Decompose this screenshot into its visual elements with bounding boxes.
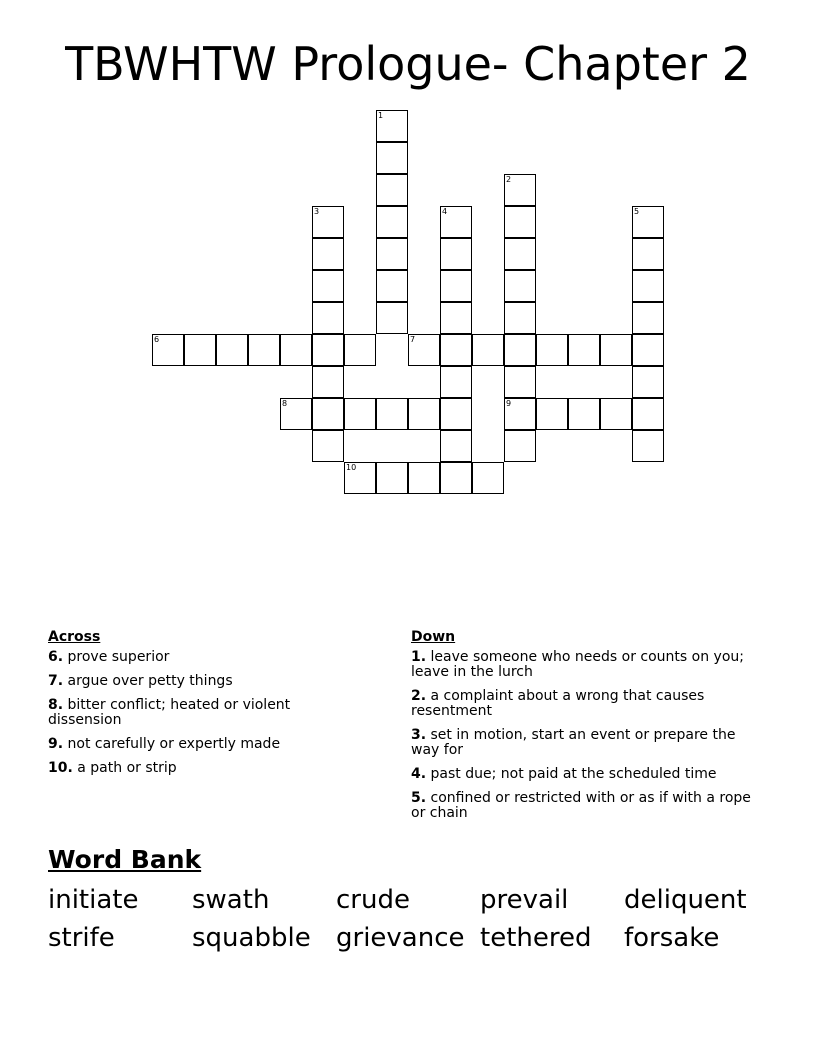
crossword-cell[interactable] <box>376 462 408 494</box>
crossword-cell[interactable] <box>504 334 536 366</box>
clue-number-label: 10 <box>346 463 357 472</box>
crossword-cell[interactable] <box>504 206 536 238</box>
clue-text: argue over petty things <box>67 673 233 689</box>
crossword-cell[interactable] <box>440 366 472 398</box>
crossword-cell[interactable] <box>216 334 248 366</box>
crossword-cell[interactable] <box>632 366 664 398</box>
crossword-cell[interactable] <box>440 462 472 494</box>
down-clue <box>411 689 761 719</box>
word-bank-word: swath <box>192 885 270 915</box>
crossword-cell[interactable] <box>376 174 408 206</box>
crossword-cell[interactable] <box>440 302 472 334</box>
crossword-cell[interactable] <box>504 302 536 334</box>
crossword-cell[interactable] <box>408 462 440 494</box>
clue-number-label: 6 <box>154 335 160 344</box>
crossword-cell[interactable] <box>632 398 664 430</box>
clue-text: leave someone who needs or counts on you; leave in the lurch <box>411 649 744 680</box>
clue-text: a complaint about a wrong that causes resentment <box>411 688 705 719</box>
crossword-cell[interactable] <box>376 142 408 174</box>
across-clue <box>48 650 368 665</box>
crossword-cell[interactable] <box>280 334 312 366</box>
crossword-cell[interactable] <box>600 334 632 366</box>
crossword-cell[interactable] <box>536 334 568 366</box>
crossword-cell[interactable] <box>504 430 536 462</box>
down-clue <box>411 728 761 758</box>
across-clues <box>48 630 368 785</box>
page-title: TBWHTW Prologue- Chapter 2 <box>65 37 751 91</box>
crossword-cell[interactable] <box>472 462 504 494</box>
word-bank-word: tethered <box>480 923 592 953</box>
crossword-cell[interactable] <box>408 398 440 430</box>
clue-number: 8. <box>48 697 64 713</box>
clue-number: 2. <box>411 688 427 704</box>
word-bank-heading: Word Bank <box>48 845 202 874</box>
crossword-cell[interactable] <box>440 270 472 302</box>
across-clue <box>48 698 368 728</box>
down-clue <box>411 791 761 821</box>
clue-number: 10. <box>48 760 73 776</box>
clue-number-label: 8 <box>282 399 288 408</box>
crossword-cell[interactable] <box>440 206 472 238</box>
crossword-cell[interactable] <box>632 206 664 238</box>
crossword-cell[interactable] <box>152 334 184 366</box>
down-heading: Down <box>411 629 456 645</box>
clue-text: prove superior <box>67 649 170 665</box>
crossword-cell[interactable] <box>632 334 664 366</box>
crossword-cell[interactable] <box>408 334 440 366</box>
clue-number-label: 1 <box>378 111 384 120</box>
crossword-cell[interactable] <box>536 398 568 430</box>
crossword-cell[interactable] <box>504 366 536 398</box>
crossword-cell[interactable] <box>376 110 408 142</box>
crossword-cell[interactable] <box>248 334 280 366</box>
clue-number: 1. <box>411 649 427 665</box>
across-clue <box>48 737 368 752</box>
crossword-cell[interactable] <box>632 430 664 462</box>
crossword-cell[interactable] <box>504 238 536 270</box>
crossword-cell[interactable] <box>440 398 472 430</box>
across-clue <box>48 761 368 776</box>
word-bank-word: prevail <box>480 885 569 915</box>
crossword-cell[interactable] <box>376 398 408 430</box>
across-heading: Across <box>48 629 101 645</box>
word-bank-word: strife <box>48 923 115 953</box>
crossword-cell[interactable] <box>312 238 344 270</box>
crossword-cell[interactable] <box>344 462 376 494</box>
crossword-cell[interactable] <box>344 398 376 430</box>
clue-number: 7. <box>48 673 64 689</box>
word-bank-word: initiate <box>48 885 139 915</box>
clue-number: 3. <box>411 727 427 743</box>
crossword-cell[interactable] <box>376 270 408 302</box>
crossword-cell[interactable] <box>568 398 600 430</box>
crossword-cell[interactable] <box>568 334 600 366</box>
crossword-cell[interactable] <box>376 206 408 238</box>
clue-text: bitter conflict; heated or violent dissension <box>48 697 291 728</box>
crossword-cell[interactable] <box>504 270 536 302</box>
crossword-grid <box>0 0 816 520</box>
crossword-cell[interactable] <box>600 398 632 430</box>
crossword-cell[interactable] <box>312 302 344 334</box>
crossword-cell[interactable] <box>440 238 472 270</box>
down-clue <box>411 650 761 680</box>
crossword-cell[interactable] <box>504 398 536 430</box>
clue-text: confined or restricted with or as if with a rope or chain <box>411 790 751 821</box>
clue-number-label: 5 <box>634 207 640 216</box>
crossword-cell[interactable] <box>632 302 664 334</box>
crossword-cell[interactable] <box>312 206 344 238</box>
crossword-cell[interactable] <box>440 334 472 366</box>
word-bank-word: deliquent <box>624 885 747 915</box>
crossword-cell[interactable] <box>504 174 536 206</box>
clue-number: 9. <box>48 736 64 752</box>
crossword-cell[interactable] <box>632 270 664 302</box>
crossword-cell[interactable] <box>280 398 312 430</box>
crossword-cell[interactable] <box>312 366 344 398</box>
crossword-cell[interactable] <box>344 334 376 366</box>
clue-number: 5. <box>411 790 427 806</box>
word-bank-word: forsake <box>624 923 720 953</box>
clue-number-label: 3 <box>314 207 320 216</box>
crossword-cell[interactable] <box>312 334 344 366</box>
clue-text: a path or strip <box>77 760 177 776</box>
across-clue <box>48 674 368 689</box>
clue-number: 6. <box>48 649 64 665</box>
clue-text: not carefully or expertly made <box>67 736 281 752</box>
crossword-cell[interactable] <box>184 334 216 366</box>
crossword-cell[interactable] <box>472 334 504 366</box>
crossword-cell[interactable] <box>312 270 344 302</box>
crossword-cell[interactable] <box>376 238 408 270</box>
clue-number: 4. <box>411 766 427 782</box>
down-clue <box>411 767 761 782</box>
clue-number-label: 9 <box>506 399 512 408</box>
clue-number-label: 2 <box>506 175 512 184</box>
crossword-cell[interactable] <box>312 430 344 462</box>
crossword-cell[interactable] <box>440 430 472 462</box>
word-bank-word: crude <box>336 885 410 915</box>
clue-text: past due; not paid at the scheduled time <box>430 766 717 782</box>
clue-number-label: 7 <box>410 335 416 344</box>
crossword-cell[interactable] <box>312 398 344 430</box>
clue-number-label: 4 <box>442 207 448 216</box>
crossword-cell[interactable] <box>632 238 664 270</box>
clue-text: set in motion, start an event or prepare the way for <box>411 727 736 758</box>
word-bank-word: squabble <box>192 923 311 953</box>
word-bank-word: grievance <box>336 923 465 953</box>
down-clues <box>411 630 761 830</box>
crossword-cell[interactable] <box>376 302 408 334</box>
